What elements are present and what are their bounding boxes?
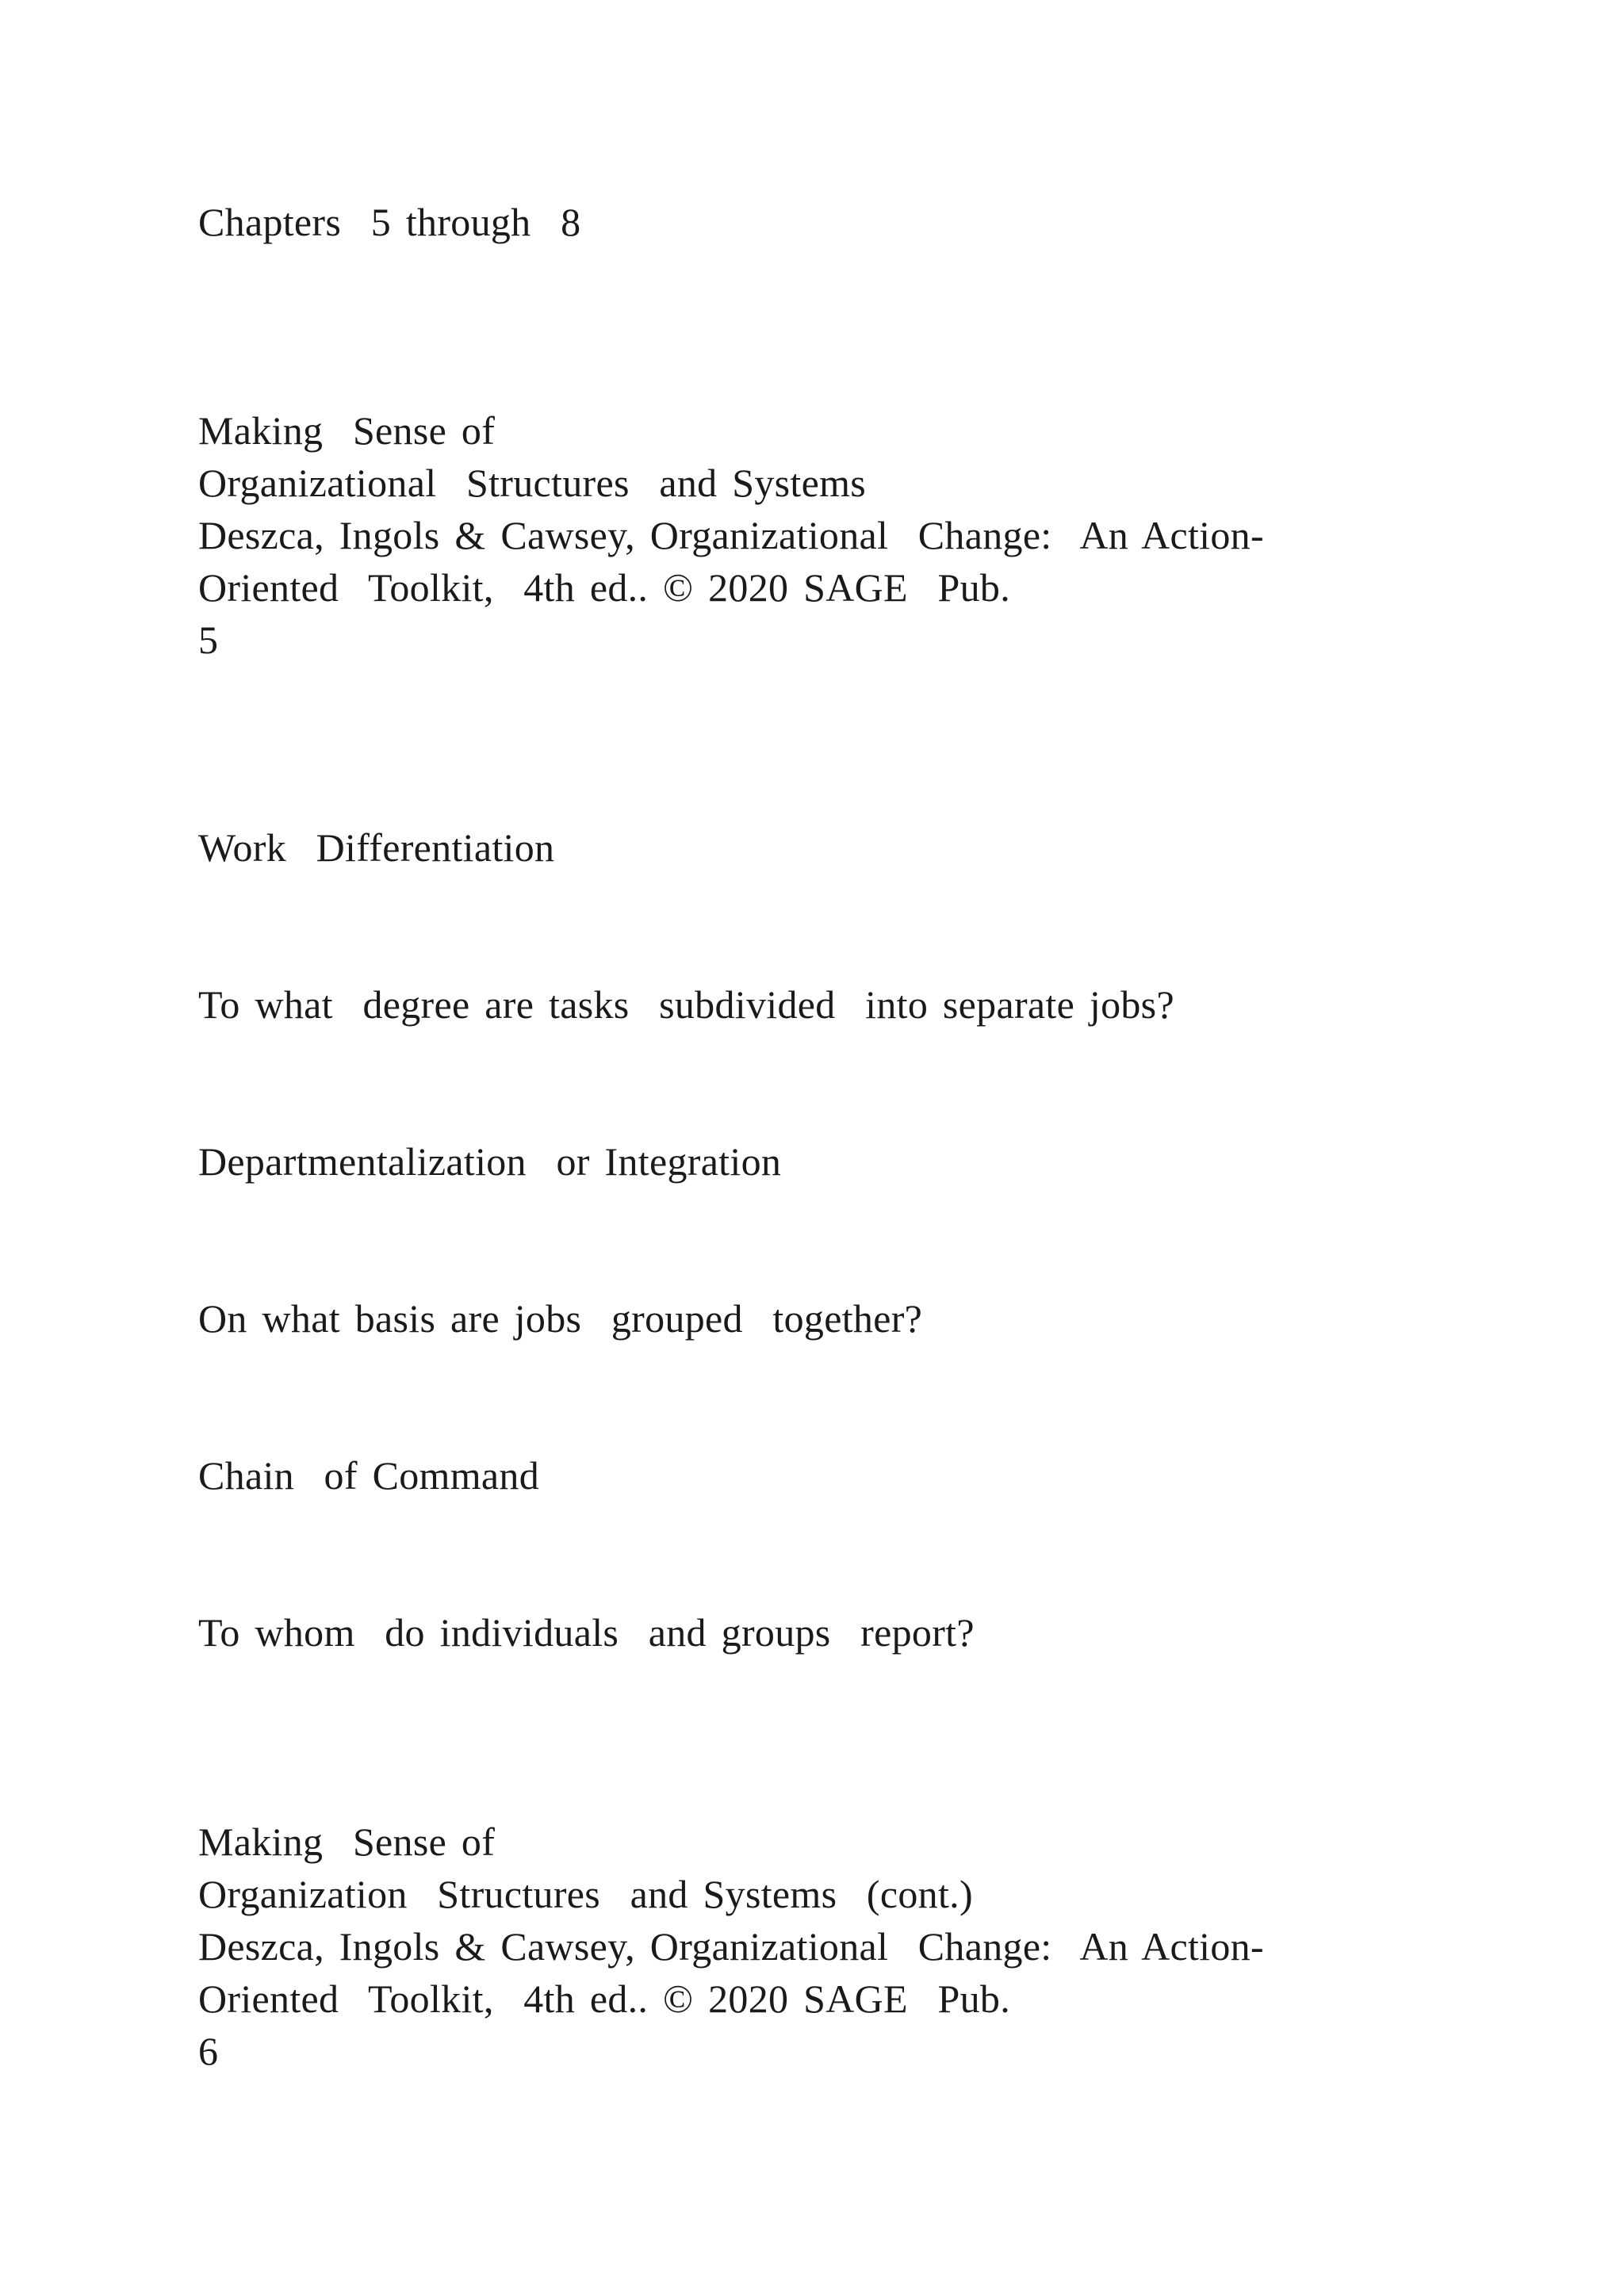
dimension-question: On what basis are jobs grouped together? xyxy=(198,1296,923,1341)
dimension-label: Departmentalization or Integration xyxy=(198,1139,782,1184)
page-number: 6 xyxy=(198,2029,219,2073)
page-number: 5 xyxy=(198,618,219,662)
citation-line-1: Deszca, Ingols & Cawsey, Organizational Change: An Action- xyxy=(198,1924,1264,1969)
document-heading: Chapters 5 through 8 xyxy=(198,200,581,244)
dimension-question: To what degree are tasks subdivided into separate jobs? xyxy=(198,982,1174,1027)
dimension-label: Chain of Command xyxy=(198,1453,540,1498)
citation-line-2: Oriented Toolkit, 4th ed.. © 2020 SAGE Pub. xyxy=(198,1976,1010,2021)
slide-title-line-1: Making Sense of xyxy=(198,408,496,453)
slide-title-line-1: Making Sense of xyxy=(198,1820,496,1864)
slide-title-line-2: Organization Structures and Systems (cont.) xyxy=(198,1872,973,1916)
citation-line-2: Oriented Toolkit, 4th ed.. © 2020 SAGE Pub. xyxy=(198,565,1010,610)
dimension-label: Work Differentiation xyxy=(198,825,555,870)
slide-title-line-2: Organizational Structures and Systems xyxy=(198,461,867,505)
dimension-question: To whom do individuals and groups report? xyxy=(198,1610,975,1655)
citation-line-1: Deszca, Ingols & Cawsey, Organizational Change: An Action- xyxy=(198,513,1264,557)
